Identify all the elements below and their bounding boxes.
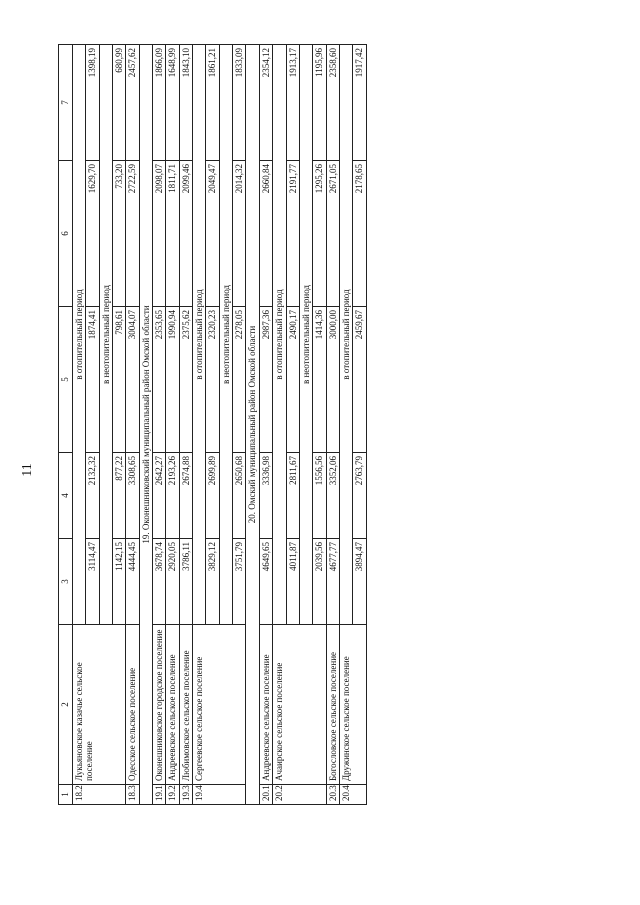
value-cell: 877,22: [113, 453, 126, 539]
value-cell: 3336,98: [259, 453, 272, 539]
value-cell: 1833,09: [233, 45, 246, 161]
section-row: [139, 45, 152, 805]
value-cell: 3004,07: [126, 307, 139, 453]
row-number: 19.2: [166, 785, 179, 805]
value-cell: 2320,23: [206, 307, 219, 453]
value-cell: 1990,94: [166, 307, 179, 453]
value-cell: 1629,70: [86, 161, 99, 307]
value-cell: 2278,05: [233, 307, 246, 453]
value-cell: 2642,27: [153, 453, 166, 539]
value-cell: 1414,36: [313, 307, 326, 453]
row-number: 20.1: [259, 785, 272, 805]
period-label: в отопительный период: [73, 45, 86, 625]
period-label: в отопительный период: [339, 45, 352, 625]
value-cell: 4677,77: [326, 539, 339, 625]
value-cell: 1648,99: [166, 45, 179, 161]
rotated-page: [58, 45, 604, 805]
value-cell: 1874,41: [86, 307, 99, 453]
value-cell: 2987,36: [259, 307, 272, 453]
value-cell: 1913,17: [286, 45, 299, 161]
period-label: в неотопительный период: [299, 45, 312, 625]
header-cell: 1: [59, 785, 73, 805]
value-cell: 2049,47: [206, 161, 219, 307]
value-cell: 3114,47: [86, 539, 99, 625]
period-label: в отопительный период: [273, 45, 286, 625]
settlement-name: Сергеевское сельское поселение: [193, 625, 246, 785]
value-cell: 2014,32: [233, 161, 246, 307]
value-cell: 2763,79: [353, 453, 366, 539]
value-cell: 2178,65: [353, 161, 366, 307]
tariff-table: [58, 44, 367, 805]
value-cell: 2457,62: [126, 45, 139, 161]
section-row: [246, 45, 259, 805]
value-cell: 3829,12: [206, 539, 219, 625]
value-cell: 3000,00: [326, 307, 339, 453]
section-title: 20. Омский муниципальный район Омской области: [246, 45, 259, 805]
table-row: [193, 45, 206, 805]
value-cell: 3786,11: [179, 539, 192, 625]
value-cell: 1142,15: [113, 539, 126, 625]
settlement-name: Богословское сельское поселение: [326, 625, 339, 785]
value-cell: 4011,87: [286, 539, 299, 625]
header-cell: 7: [59, 45, 73, 161]
value-cell: 680,99: [113, 45, 126, 161]
settlement-name: Одесское сельское поселение: [126, 625, 139, 785]
value-cell: 733,20: [113, 161, 126, 307]
value-cell: 1843,10: [179, 45, 192, 161]
value-cell: 2099,46: [179, 161, 192, 307]
row-number: 18.2: [73, 785, 126, 805]
value-cell: 2459,67: [353, 307, 366, 453]
settlement-name: Андреевское сельское поселение: [166, 625, 179, 785]
header-cell: 2: [59, 625, 73, 785]
row-number: 18.3: [126, 785, 139, 805]
value-cell: 2132,32: [86, 453, 99, 539]
value-cell: 2354,12: [259, 45, 272, 161]
value-cell: 2375,62: [179, 307, 192, 453]
value-cell: 2098,07: [153, 161, 166, 307]
table-row: [153, 45, 166, 805]
value-cell: 2722,59: [126, 161, 139, 307]
settlement-name: Лукьяновское казачье сельское поселение: [73, 625, 126, 785]
value-cell: 3352,06: [326, 453, 339, 539]
period-label: в неотопительный период: [219, 45, 232, 625]
settlement-name: Дружинское сельское поселение: [339, 625, 366, 785]
value-cell: 2490,17: [286, 307, 299, 453]
header-cell: 6: [59, 161, 73, 307]
value-cell: 2811,67: [286, 453, 299, 539]
value-cell: 1556,56: [313, 453, 326, 539]
row-number: 19.4: [193, 785, 246, 805]
value-cell: 2650,68: [233, 453, 246, 539]
value-cell: 1861,21: [206, 45, 219, 161]
value-cell: 3308,65: [126, 453, 139, 539]
value-cell: 2674,88: [179, 453, 192, 539]
value-cell: 3894,47: [353, 539, 366, 625]
value-cell: 3751,79: [233, 539, 246, 625]
settlement-name: Оконешниковское городское поселение: [153, 625, 166, 785]
value-cell: 4444,45: [126, 539, 139, 625]
period-label: в отопительный период: [193, 45, 206, 625]
value-cell: 1398,19: [86, 45, 99, 161]
section-title: 19. Оконешниковский муниципальный район Омской области: [139, 45, 152, 805]
table-row: [339, 45, 352, 805]
settlement-name: Андреевское сельское поселение: [259, 625, 272, 785]
value-cell: 2699,89: [206, 453, 219, 539]
table-row: [166, 45, 179, 805]
value-cell: 1811,71: [166, 161, 179, 307]
value-cell: 798,61: [113, 307, 126, 453]
row-number: 20.3: [326, 785, 339, 805]
table-row: [273, 45, 286, 805]
value-cell: 2671,05: [326, 161, 339, 307]
value-cell: 4649,65: [259, 539, 272, 625]
value-cell: 3678,74: [153, 539, 166, 625]
header-cell: 3: [59, 539, 73, 625]
value-cell: 2920,05: [166, 539, 179, 625]
table-row: [259, 45, 272, 805]
row-number: 19.1: [153, 785, 166, 805]
table-row: [179, 45, 192, 805]
page-number: 11: [20, 463, 35, 477]
settlement-name: Любимовское сельское поселение: [179, 625, 192, 785]
value-cell: 1295,26: [313, 161, 326, 307]
value-cell: 2039,56: [313, 539, 326, 625]
value-cell: 2193,26: [166, 453, 179, 539]
value-cell: 1917,42: [353, 45, 366, 161]
header-row: [59, 45, 73, 805]
value-cell: 2191,77: [286, 161, 299, 307]
row-number: 20.4: [339, 785, 366, 805]
header-cell: 4: [59, 453, 73, 539]
header-cell: 5: [59, 307, 73, 453]
value-cell: 2353,65: [153, 307, 166, 453]
row-number: 19.3: [179, 785, 192, 805]
value-cell: 2358,60: [326, 45, 339, 161]
table-row: [73, 45, 86, 805]
period-label: в неотопительный период: [99, 45, 112, 625]
table-row: [126, 45, 139, 805]
value-cell: 1195,96: [313, 45, 326, 161]
value-cell: 1866,09: [153, 45, 166, 161]
table-row: [326, 45, 339, 805]
settlement-name: Ачаирское сельское поселение: [273, 625, 326, 785]
value-cell: 2660,84: [259, 161, 272, 307]
row-number: 20.2: [273, 785, 326, 805]
